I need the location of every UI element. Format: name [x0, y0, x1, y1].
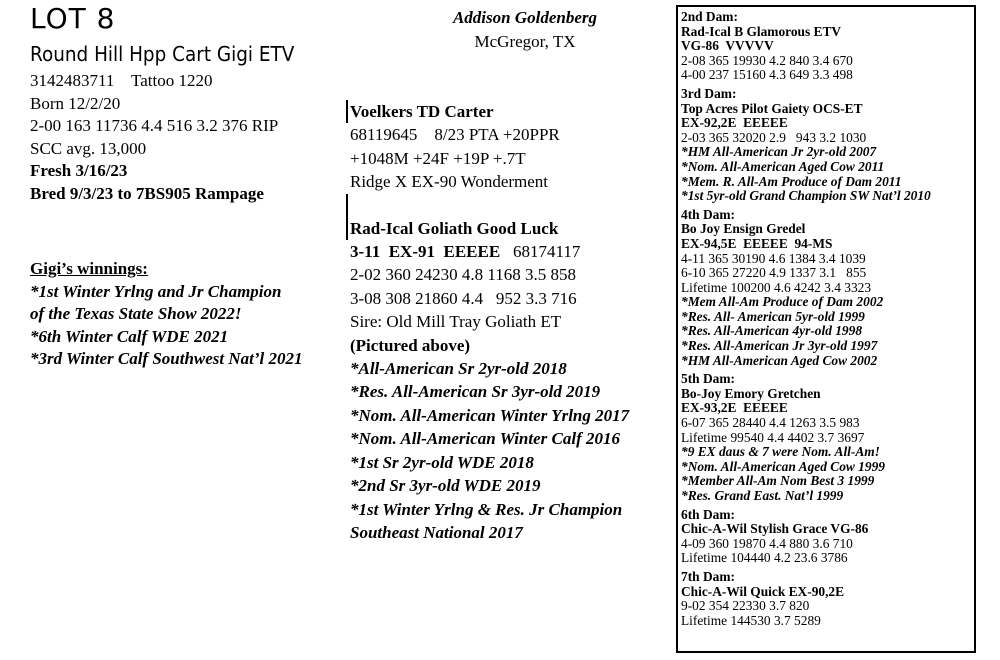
sire-name: Voelkers TD Carter — [346, 100, 629, 123]
pedigree-middle — [350, 100, 629, 544]
ancestor-honor: *Res. All-American 4yr-old 1998 — [681, 323, 863, 339]
ancestor-dam-block — [681, 570, 931, 628]
ancestor-record: 6-07 365 28440 4.4 1263 3.5 983 — [681, 415, 860, 431]
breeder-name: Addison Goldenberg — [452, 8, 598, 27]
ancestor-dam-block — [681, 208, 931, 369]
ancestor-heading: 4th Dam: — [681, 206, 735, 222]
ancestor-honor: *Member All-Am Nom Best 3 1999 — [681, 473, 875, 489]
dam-honor: *All-American Sr 2yr-old 2018 — [350, 359, 567, 379]
sire-line: 68119645 8/23 PTA +20PPR — [350, 125, 560, 145]
production-record: 2-00 163 11736 4.4 516 3.2 376 RIP — [30, 116, 279, 136]
ancestor-classification: EX-92,2E EEEEE — [681, 115, 788, 131]
breeder-info — [425, 6, 625, 54]
ancestor-record: 9-02 354 22330 3.7 820 — [681, 598, 810, 614]
ancestor-honor: *Nom. All-American Aged Cow 1999 — [681, 458, 885, 474]
fresh-date: Fresh 3/16/23 — [30, 161, 128, 181]
ancestor-honor: *1st 5yr-old Grand Champion SW Nat’l 2010 — [681, 188, 931, 204]
ancestor-honor: *Mem All-Am Produce of Dam 2002 — [681, 294, 884, 310]
dam-record: 3-08 308 21860 4.4 952 3.3 716 — [350, 288, 577, 308]
dam-honor: *Nom. All-American Winter Yrlng 2017 — [350, 405, 630, 425]
ancestor-record: Lifetime 100200 4.6 4242 3.4 3323 — [681, 279, 872, 295]
ancestor-record: 2-08 365 19930 4.2 840 3.4 670 — [681, 52, 853, 68]
ancestor-name: Rad-Ical B Glamorous ETV — [681, 23, 842, 39]
ancestor-dam-block — [681, 508, 931, 566]
ancestor-honor: *HM All-American Aged Cow 2002 — [681, 352, 878, 368]
ancestor-honor: *Res. All-American Jr 3yr-old 1997 — [681, 338, 878, 354]
winnings-title: Gigi’s winnings: — [30, 259, 148, 278]
ancestor-record: 6-10 365 27220 4.9 1337 3.1 855 — [681, 265, 867, 281]
ancestor-honor: *Res. Grand East. Nat’l 1999 — [681, 488, 844, 503]
dam-honor: *Nom. All-American Winter Calf 2016 — [350, 429, 620, 449]
pictured-note: (Pictured above) — [350, 335, 471, 355]
ancestor-honor: *Nom. All-American Aged Cow 2011 — [681, 158, 885, 174]
ancestor-record: Lifetime 144530 3.7 5289 — [681, 612, 821, 628]
winning-item: of the Texas State Show 2022! — [30, 304, 242, 324]
ancestor-record: 2-03 365 32020 2.9 943 3.2 1030 — [681, 129, 867, 145]
ancestor-heading: 5th Dam: — [681, 371, 735, 387]
ancestor-honor: *HM All-American Jr 2yr-old 2007 — [681, 144, 877, 160]
winning-item: *3rd Winter Calf Southwest Nat’l 2021 — [30, 349, 303, 369]
winning-item: *6th Winter Calf WDE 2021 — [30, 326, 229, 346]
dam-honor: *1st Winter Yrlng & Res. Jr Champion — [350, 499, 623, 519]
ancestor-dam-block — [681, 372, 931, 503]
winnings-section — [30, 258, 303, 371]
ancestor-heading: 7th Dam: — [681, 568, 735, 584]
ancestor-classification: EX-93,2E EEEEE — [681, 400, 788, 416]
scc-average: SCC avg. 13,000 — [30, 138, 147, 158]
animal-details — [30, 70, 278, 206]
ancestor-dam-block — [681, 10, 931, 83]
dam-classification: 3-11 EX-91 EEEEE — [350, 242, 501, 262]
sire-line: +1048M +24F +19P +.7T — [350, 148, 526, 168]
dam-honor: *Res. All-American Sr 3yr-old 2019 — [350, 382, 601, 402]
registration-line: 3142483711 Tattoo 1220 — [30, 71, 213, 90]
ancestor-heading: 2nd Dam: — [681, 9, 738, 24]
dam-registration: 68174117 — [512, 242, 581, 262]
ancestor-dam-block — [681, 87, 931, 204]
ancestor-name: Top Acres Pilot Gaiety OCS-ET — [681, 100, 863, 116]
bred-info: Bred 9/3/23 to 7BS905 Rampage — [30, 183, 264, 203]
ancestor-name: Bo-Joy Emory Gretchen — [681, 385, 821, 401]
dam-honor: *2nd Sr 3yr-old WDE 2019 — [350, 476, 541, 496]
ancestor-classification: EX-94,5E EEEEE 94-MS — [681, 235, 833, 251]
ancestor-honor: *Res. All- American 5yr-old 1999 — [681, 308, 865, 324]
winning-item: *1st Winter Yrlng and Jr Champion — [30, 281, 282, 301]
ancestor-record: Lifetime 104440 4.2 23.6 3786 — [681, 550, 848, 566]
ancestor-record: 4-11 365 30190 4.6 1384 3.4 1039 — [681, 250, 866, 266]
born-date: Born 12/2/20 — [30, 93, 121, 113]
sire-line: Ridge X EX-90 Wonderment — [350, 172, 549, 192]
ancestor-record: Lifetime 99540 4.4 4402 3.7 3697 — [681, 429, 865, 445]
breeder-location: McGregor, TX — [474, 32, 576, 51]
ancestor-honor: *9 EX daus & 7 were Nom. All-Am! — [681, 444, 880, 460]
dam-class-line — [350, 240, 629, 263]
ancestor-heading: 3rd Dam: — [681, 85, 737, 101]
dam-honor: Southeast National 2017 — [350, 522, 523, 542]
ancestor-record: 4-00 237 15160 4.3 649 3.3 498 — [681, 67, 853, 83]
ancestor-heading: 6th Dam: — [681, 506, 735, 522]
dam-pedigree-list — [681, 10, 931, 632]
ancestor-classification: VG-86 VVVVV — [681, 38, 774, 54]
lot-number: LOT 8 — [30, 2, 116, 35]
ancestor-name: Bo Joy Ensign Gredel — [681, 221, 806, 237]
ancestor-record: 4-09 360 19870 4.4 880 3.6 710 — [681, 535, 853, 551]
ancestor-name: Chic-A-Wil Quick EX-90,2E — [681, 583, 845, 599]
ancestor-honor: *Mem. R. All-Am Produce of Dam 2011 — [681, 173, 902, 189]
dam-record: 2-02 360 24230 4.8 1168 3.5 858 — [350, 265, 577, 285]
dam-sire: Sire: Old Mill Tray Goliath ET — [350, 312, 562, 332]
animal-name: Round Hill Hpp Cart Gigi ETV — [30, 42, 295, 66]
dam-honor: *1st Sr 2yr-old WDE 2018 — [350, 452, 534, 472]
ancestor-name: Chic-A-Wil Stylish Grace VG-86 — [681, 521, 869, 537]
dam-name: Rad-Ical Goliath Good Luck — [346, 217, 629, 240]
